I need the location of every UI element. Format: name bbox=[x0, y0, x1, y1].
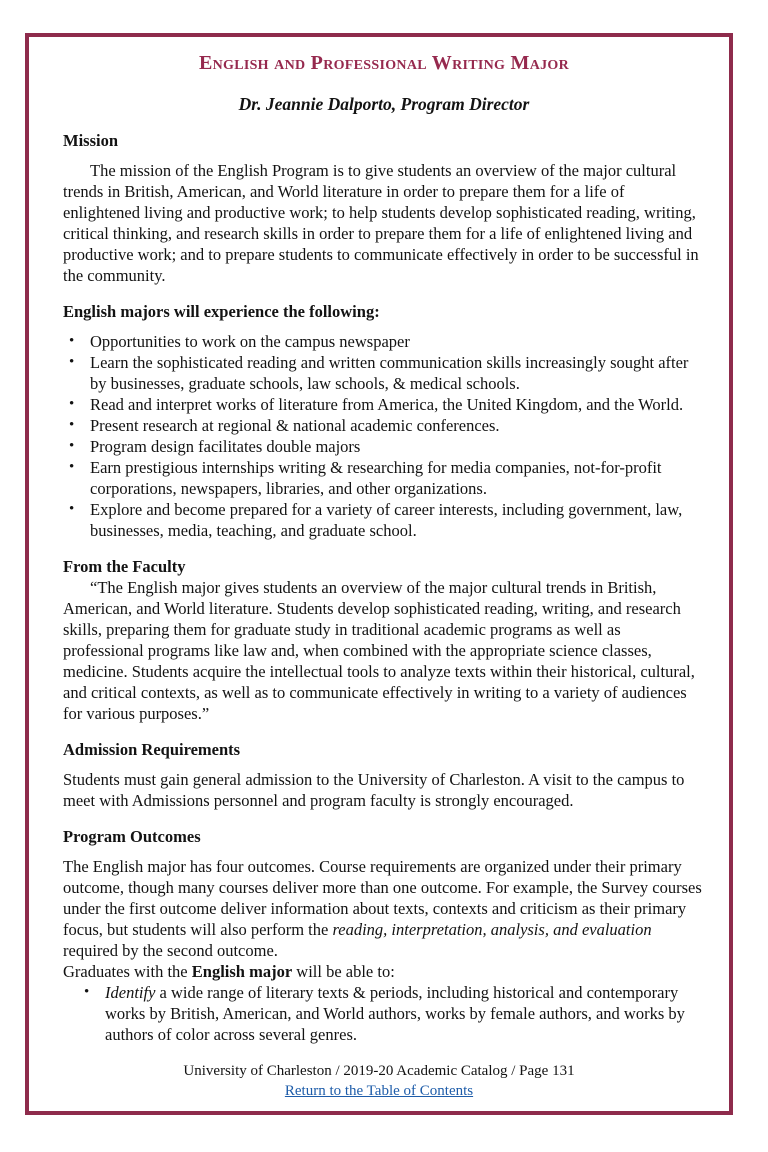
list-item-text: Learn the sophisticated reading and written communication skills increasingly sought after by businesses, graduate schools, law schools, & medical schools. bbox=[90, 353, 689, 393]
graduates-text: Graduates with the bbox=[63, 962, 192, 981]
experience-bullet-list bbox=[63, 331, 705, 541]
bullet-icon: • bbox=[69, 459, 75, 475]
identify-italic-text: Identify bbox=[105, 983, 156, 1002]
mission-heading: Mission bbox=[63, 131, 119, 150]
graduates-bold-text: English major bbox=[191, 962, 293, 981]
list-item-text: Present research at regional & national academic conferences. bbox=[90, 416, 500, 435]
return-to-toc-link[interactable]: Return to the Table of Contents bbox=[284, 1083, 474, 1099]
admission-paragraph: Students must gain general admission to the University of Charleston. A visit to the campus to meet with Admissions personnel and program faculty is strongly encouraged. bbox=[63, 770, 685, 810]
bullet-icon: • bbox=[69, 396, 75, 412]
faculty-quote-paragraph: “The English major gives students an overview of the major cultural trends in British, American, and World literature. Students develop sophisticated reading, writing, and research skills, preparing them for graduate study in traditional academic programs as well as professional programs like law and, when combined with the appropriate science classes, medicine. Students acquire the intellectual tools to analyze texts within their historical, cultural, and critical contexts, as well as to communicate effectively in writing to a variety of audiences for various purposes.” bbox=[63, 578, 695, 723]
experience-heading: English majors will experience the following: bbox=[63, 302, 380, 321]
admission-heading: Admission Requirements bbox=[63, 740, 241, 759]
graduates-line bbox=[63, 961, 705, 982]
footer-catalog-line: University of Charleston / 2019-20 Academic Catalog / Page 131 bbox=[183, 1063, 575, 1079]
outcomes-text: required by the second outcome. bbox=[63, 941, 278, 960]
outcomes-italic-text: reading, interpretation, analysis, and evaluation bbox=[332, 920, 652, 939]
mission-paragraph: The mission of the English Program is to give students an overview of the major cultural trends in British, American, and World literature in order to prepare them for a life of enlightened living and productive work; to help students develop sophisticated reading, writing, critical thinking, and research skills in order to prepare them for a life of enlightened living and productive work; and to prepare students to communicate effectively in order to be successful in the community. bbox=[63, 161, 699, 285]
page-border-frame bbox=[25, 33, 733, 1115]
page-footer bbox=[29, 1061, 729, 1101]
graduates-text: will be able to: bbox=[292, 962, 395, 981]
outcomes-text: The English major has four outcomes. Course requirements are organized under their primary outcome, though many courses deliver more than one outcome. For example, the Survey courses under the first outcome deliver information about texts, contexts and criticism as their primary focus, but students will also perform the bbox=[63, 857, 702, 939]
bullet-icon: • bbox=[69, 438, 75, 454]
list-item bbox=[63, 415, 705, 436]
list-item-text bbox=[105, 982, 705, 1045]
list-item-text: Opportunities to work on the campus newspaper bbox=[90, 332, 410, 351]
list-item bbox=[80, 982, 705, 1045]
list-item bbox=[63, 352, 705, 394]
list-item-text: Earn prestigious internships writing & researching for media companies, not-for-profit corporations, newspapers, libraries, and other organizations. bbox=[90, 458, 662, 498]
list-item bbox=[63, 331, 705, 352]
bullet-icon: • bbox=[69, 501, 75, 517]
list-item-text: Program design facilitates double majors bbox=[90, 437, 361, 456]
outcomes-heading: Program Outcomes bbox=[63, 827, 201, 846]
page-title: English and Professional Writing Major bbox=[198, 52, 570, 74]
list-item bbox=[63, 436, 705, 457]
identify-rest-text: a wide range of literary texts & periods, including historical and contemporary works by British, American, and World authors, works by female authors, and works by authors of color across several genres. bbox=[105, 983, 685, 1044]
list-item bbox=[63, 457, 705, 499]
bullet-icon: • bbox=[84, 984, 90, 1000]
program-director-subtitle: Dr. Jeannie Dalporto, Program Director bbox=[238, 94, 530, 114]
bullet-icon: • bbox=[69, 417, 75, 433]
bullet-icon: • bbox=[69, 354, 75, 370]
outcomes-paragraph bbox=[63, 856, 705, 961]
list-item-text: Read and interpret works of literature from America, the United Kingdom, and the World. bbox=[90, 395, 684, 414]
list-item-text: Explore and become prepared for a variety of career interests, including government, law, businesses, media, teaching, and graduate school. bbox=[90, 500, 683, 540]
outcomes-bullet-list bbox=[80, 982, 705, 1045]
bullet-icon: • bbox=[69, 333, 75, 349]
list-item bbox=[63, 499, 705, 541]
faculty-heading: From the Faculty bbox=[63, 557, 186, 576]
list-item bbox=[63, 394, 705, 415]
